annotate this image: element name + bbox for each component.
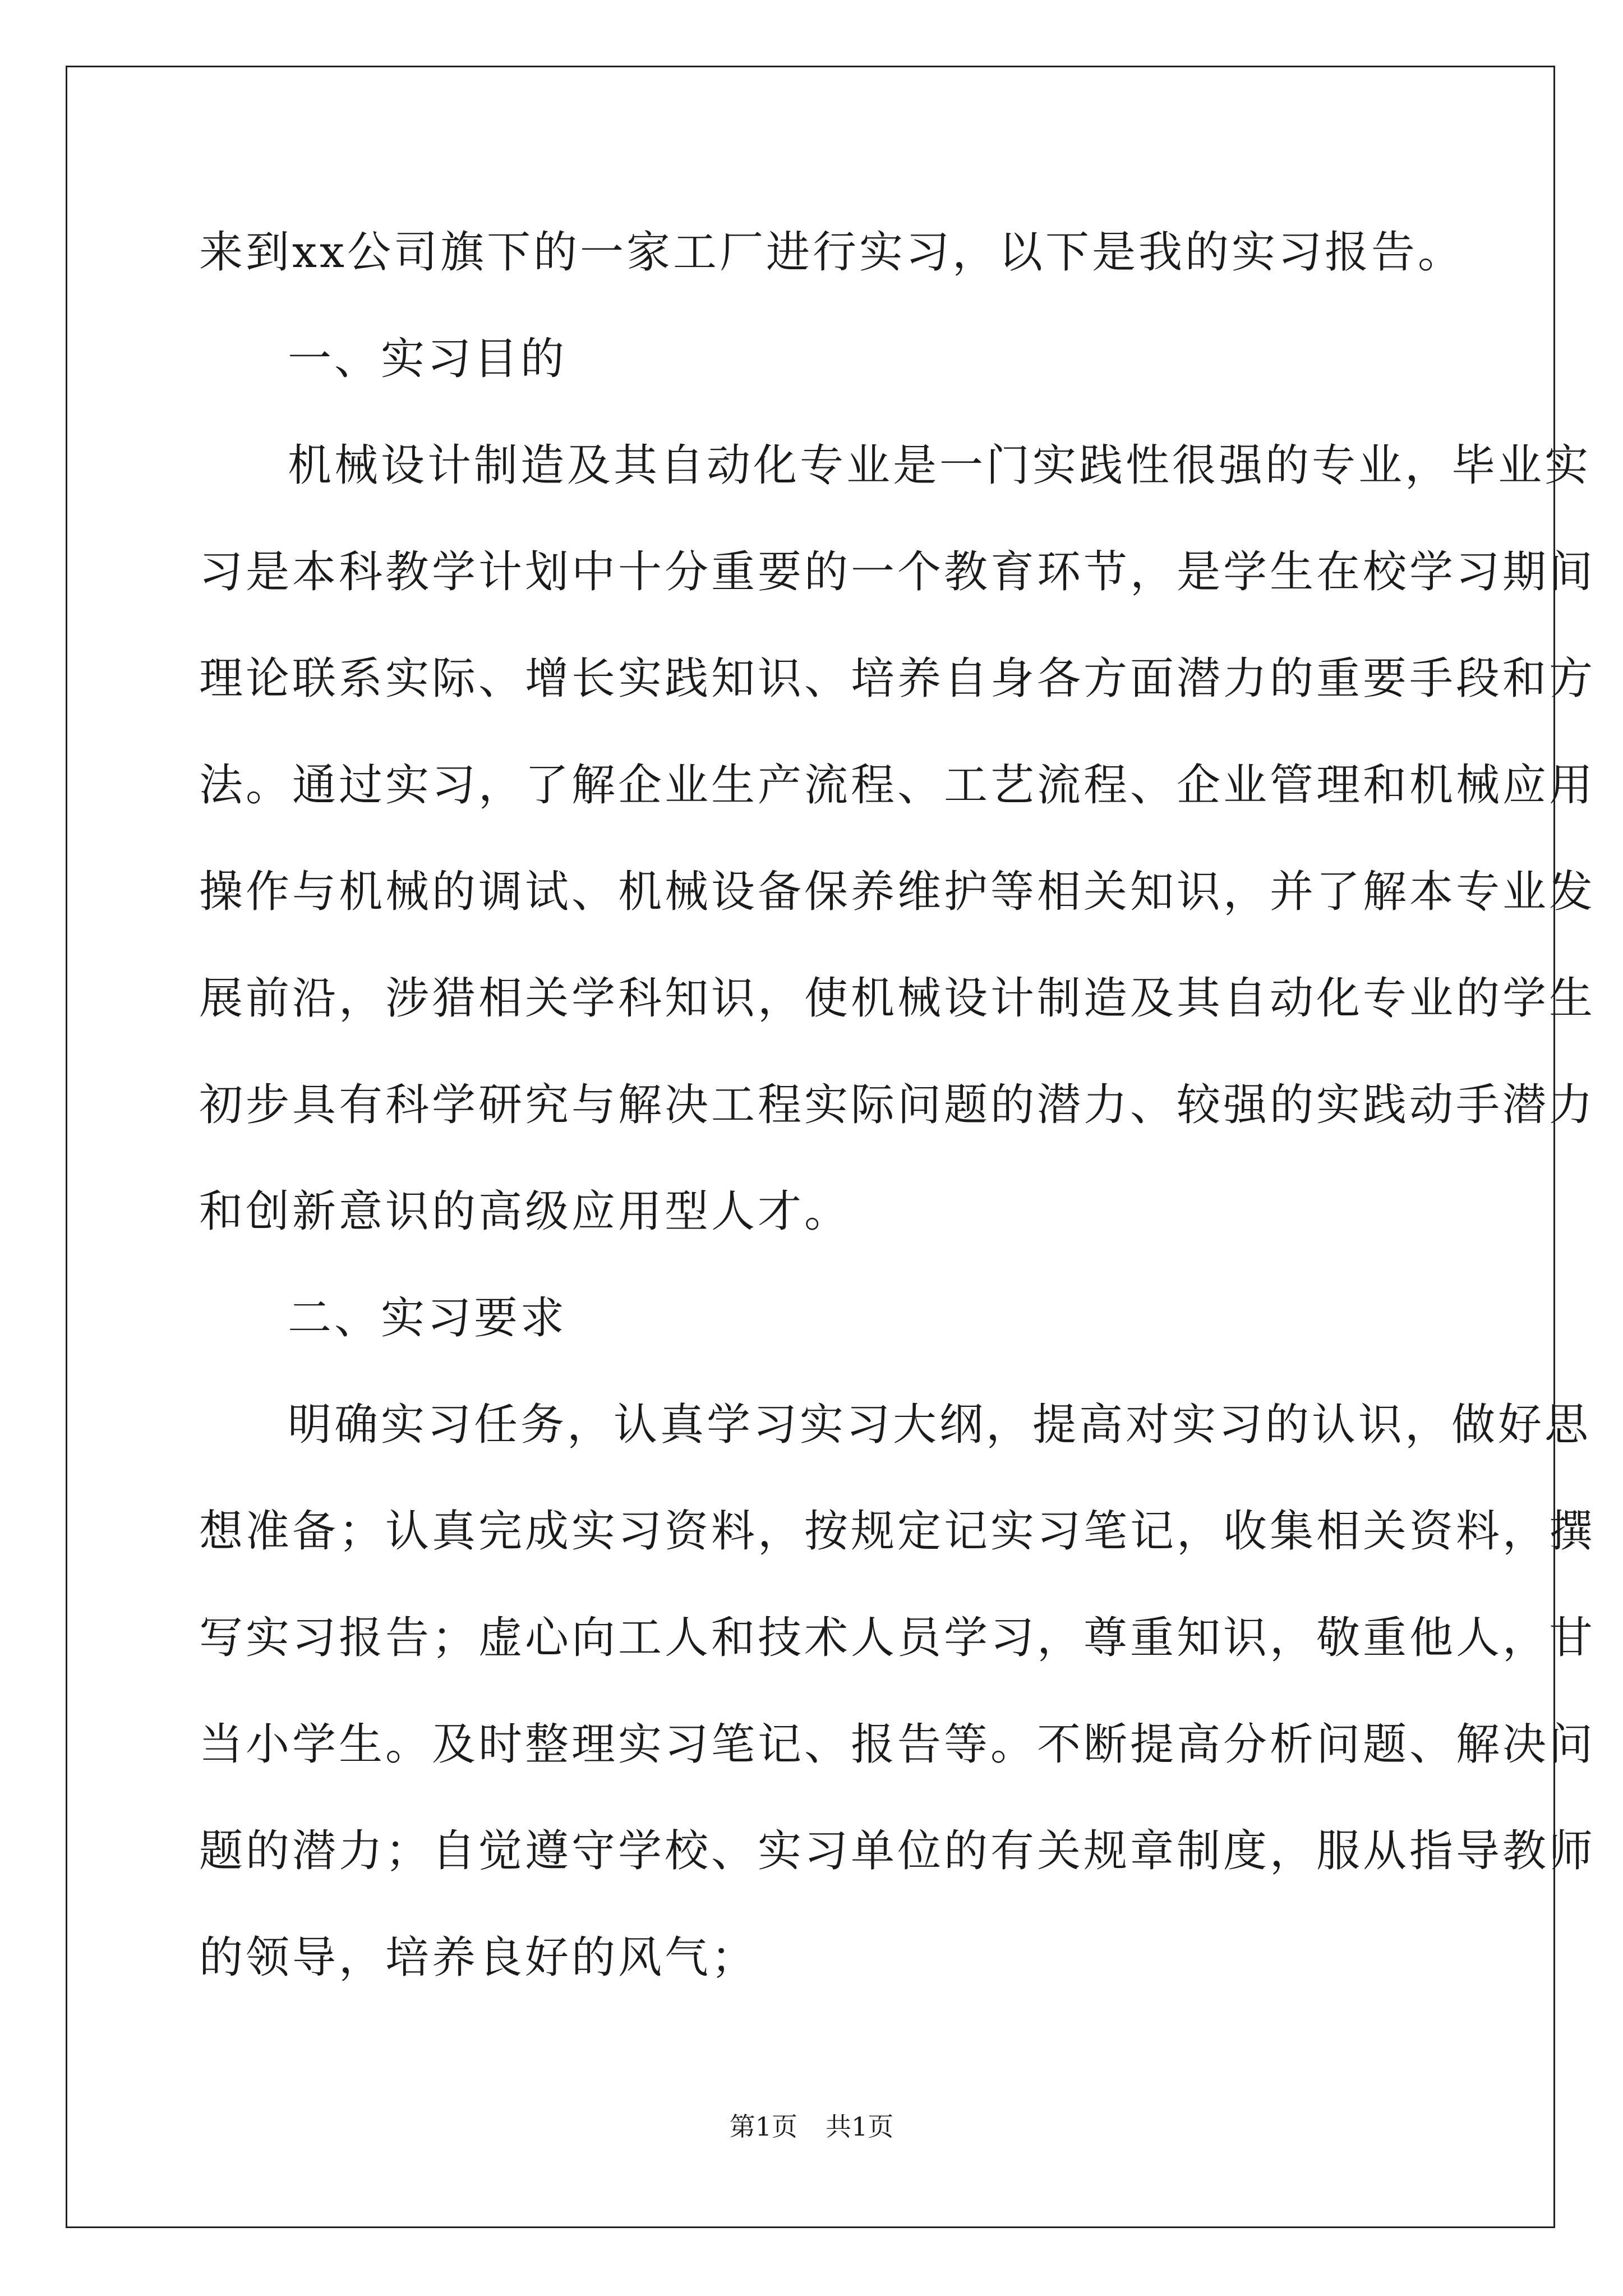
body-line: 展前沿，涉猎相关学科知识，使机械设计制造及其自动化专业的学生 (199, 973, 1596, 1024)
body-line: 明确实习任务，认真学习实习大纲，提高对实习的认识，做好思 (288, 1400, 1592, 1450)
body-line: 操作与机械的调试、机械设备保养维护等相关知识，并了解本专业发 (199, 867, 1596, 917)
body-line: 理论联系实际、增长实践知识、培养自身各方面潜力的重要手段和方 (199, 654, 1596, 704)
body-line: 法。通过实习，了解企业生产流程、工艺流程、企业管理和机械应用 (199, 760, 1596, 811)
body-line: 机械设计制造及其自动化专业是一门实践性很强的专业，毕业实 (288, 440, 1592, 491)
page-number: 第1页 (729, 2111, 797, 2142)
body-line: 题的潜力；自觉遵守学校、实习单位的有关规章制度，服从指导教师 (199, 1826, 1596, 1876)
body-line: 写实习报告；虚心向工人和技术人员学习，尊重知识，敬重他人，甘 (199, 1613, 1596, 1663)
body-line: 的领导，培养良好的风气； (199, 1932, 758, 1983)
body-line: 想准备；认真完成实习资料，按规定记实习笔记，收集相关资料，撰 (199, 1506, 1596, 1557)
section-heading: 一、实习目的 (288, 334, 568, 384)
body-line: 和创新意识的高级应用型人才。 (199, 1186, 851, 1237)
body-line: 当小学生。及时整理实习笔记、报告等。不断提高分析问题、解决问 (199, 1719, 1596, 1770)
body-line: 初步具有科学研究与解决工程实际问题的潜力、较强的实践动手潜力 (199, 1080, 1596, 1130)
page-total: 共1页 (826, 2111, 894, 2142)
body-line: 来到xx公司旗下的一家工厂进行实习，以下是我的实习报告。 (199, 227, 1464, 278)
document-body (199, 210, 1596, 2022)
section-heading: 二、实习要求 (288, 1293, 568, 1343)
body-line: 习是本科教学计划中十分重要的一个教育环节，是学生在校学习期间 (199, 547, 1596, 597)
page-footer (0, 2106, 1623, 2143)
